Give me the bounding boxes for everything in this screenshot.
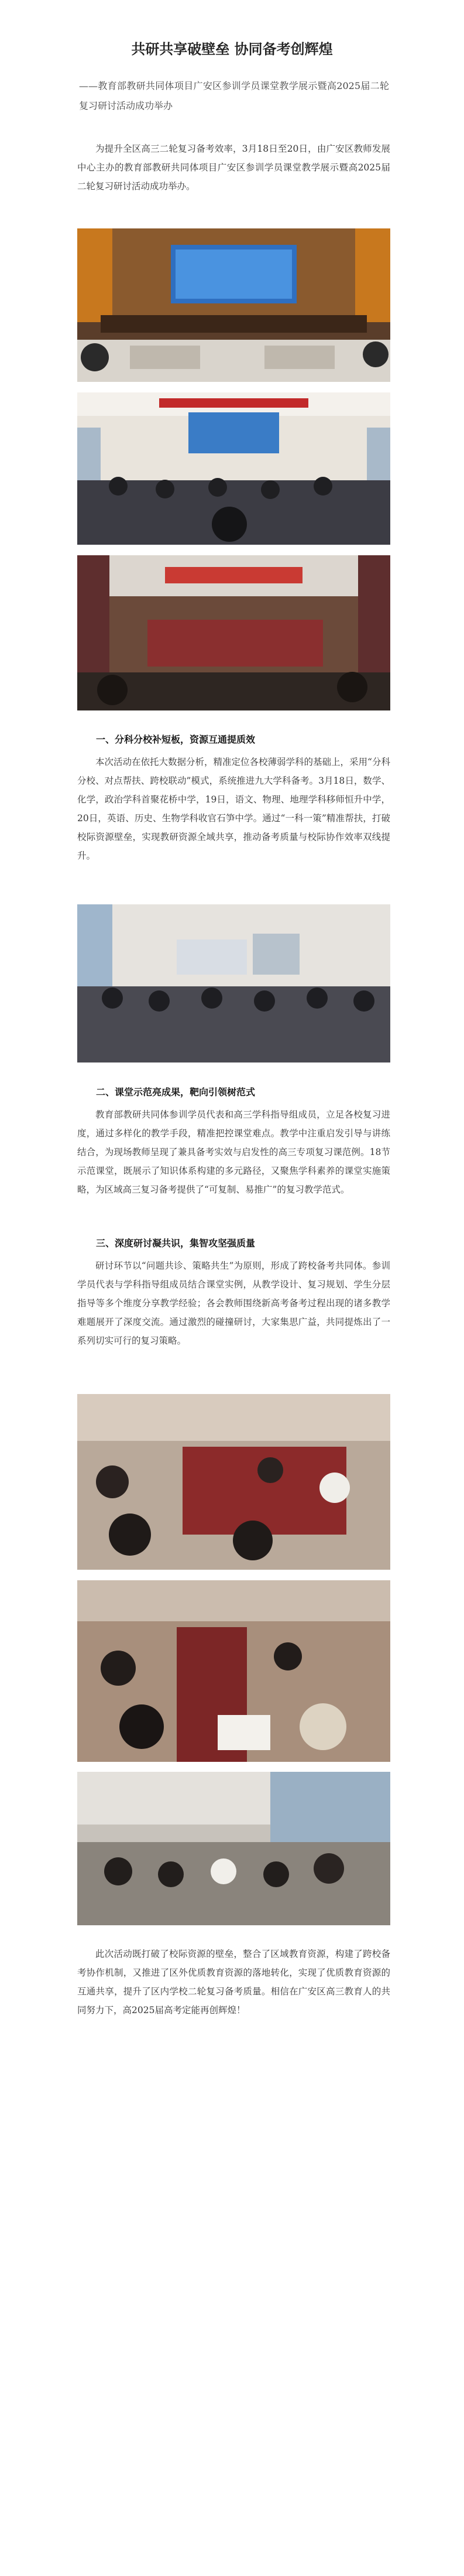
discussion-group-photo-2 [77, 1580, 390, 1762]
section-3-heading: 三、深度研讨凝共识，集智攻坚强质量 [96, 1238, 256, 1249]
section-3-body: 研讨环节以“问题共诊、策略共生”为原则，形成了跨校备考共同体。参训学员代表与学科指导组成员结合课堂实例，从教学设计、复习规划、学生分层指导等多个维度分享教学经验；各会教师围绕新高考备考过程出现的诸多教学难题展开了深度交流。通过激烈的碰撞研讨，大家集思广益，共同提炼出了一系列切实可行的复习策略。 [77, 1260, 390, 1346]
intro-paragraph: 为提升全区高三二轮复习备考效率，3月18日至20日，由广安区教师发展中心主办的教育部教研共同体项目广安区参训学员课堂教学展示暨高2025届二轮复习研讨活动成功举办。 [77, 144, 390, 192]
section-1-body: 本次活动在依托大数据分析，精准定位各校薄弱学科的基础上，采用“分科分校、对点帮扶、跨校联动”模式，系统推进九大学科备考。3月18日，数学、化学，政治学科首聚花桥中学，19日，语文、物理、地理学科移师恒升中学，20日，英语、历史、生物学科收官石笋中学。通过“一科一策”精准帮扶，打破校际资源壁垒，实现教研资源全域共享，推动备考质量与校际协作效率双线提升。 [77, 757, 390, 861]
section-2-body: 教育部教研共同体参训学员代表和高三学科指导组成员，立足各校复习进度，通过多样化的教学手段，精准把控课堂难点。教学中注重启发引导与讲练结合，为现场教师呈现了兼具备考实效与启发性的高三专项复习课范例。18节示范课堂，既展示了知识体系构建的多元路径，又聚焦学科素养的课堂实施策略，为区域高三复习备考提供了“可复制、易推广”的复习教学范式。 [77, 1109, 390, 1195]
conclusion-paragraph: 此次活动既打破了校际资源的壁垒，整合了区域教育资源，构建了跨校备考协作机制，又推进了区外优质教育资源的落地转化，实现了优质教育资源的互通共享，提升了区内学校二轮复习备考质量。相信在广安区高三教育人的共同努力下，高2025届高考定能再创辉煌！ [77, 1949, 390, 2015]
discussion-group-photo-1 [77, 1394, 390, 1570]
meeting-stage-photo [77, 228, 390, 382]
article-title: 共研共享破壁垒 协同备考创辉煌 [131, 41, 333, 57]
article-subtitle: ——教育部教研共同体项目广安区参训学员课堂教学展示暨高2025届二轮复习研讨活动成功举办 [79, 80, 389, 111]
hall-audience-photo [77, 392, 390, 545]
section-1-heading: 一、分科分校补短板，资源互通提质效 [96, 734, 256, 745]
discussion-group-photo-3 [77, 1772, 390, 1925]
section-2-heading: 二、课堂示范亮成果，靶向引领树范式 [96, 1087, 256, 1098]
conference-room-photo [77, 555, 390, 710]
classroom-lesson-photo [77, 904, 390, 1062]
